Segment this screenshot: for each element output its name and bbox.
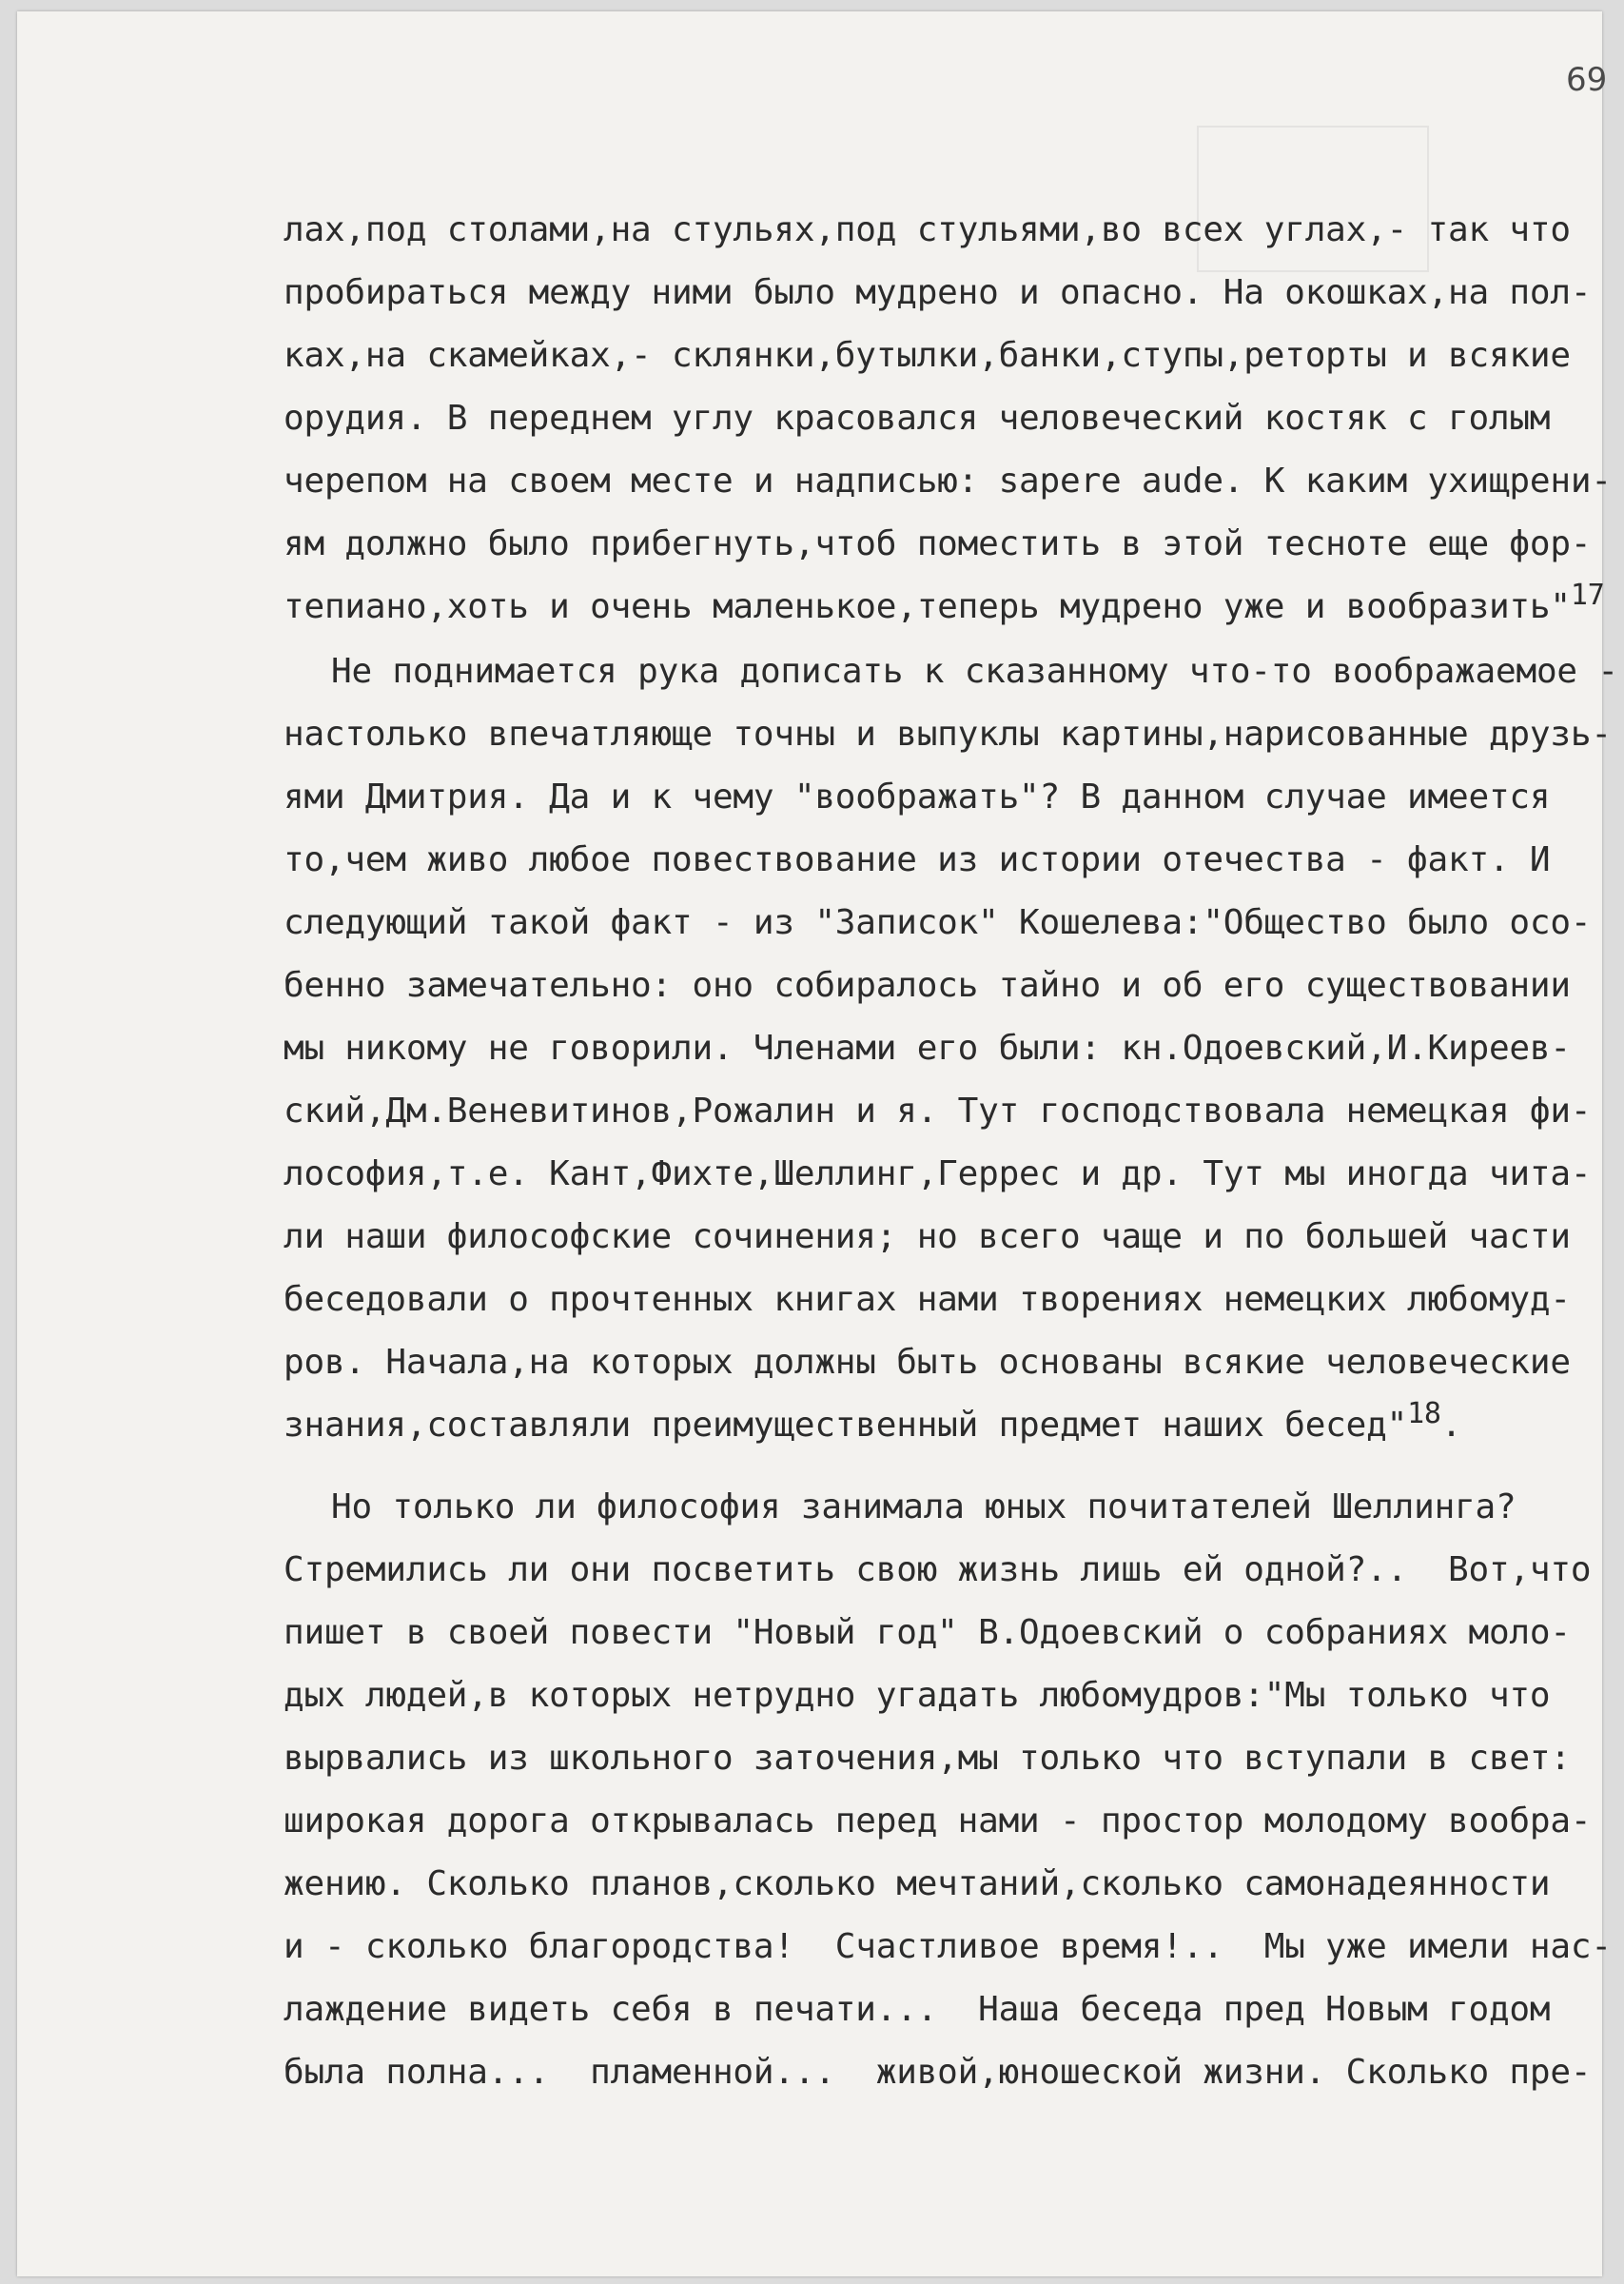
text-line: лософия,т.е. Кант,Фихте,Шеллинг,Геррес и др. Тут мы иногда чита-: [284, 1154, 1592, 1193]
text-line: бенно замечательно: оно собиралось тайно и об его существовании: [284, 966, 1571, 1005]
text-line: ли наши философские сочинения; но всего чаще и по большей части: [284, 1217, 1571, 1256]
footnote-ref-17: 17: [1570, 579, 1605, 612]
text-line: Стремились ли они посветить свою жизнь лишь ей одной?.. Вот,что: [284, 1550, 1592, 1589]
text-line-with-footnote: [284, 579, 1605, 630]
text-line: следующий такой факт - из "Записок" Кошелева:"Общество было осо-: [284, 903, 1592, 942]
text-line: настолько впечатляюще точны и выпуклы картины,нарисованные друзь-: [284, 715, 1612, 754]
footnote-ref-18: 18: [1407, 1397, 1441, 1430]
text-line: орудия. В переднем углу красовался человеческий костяк с голым: [284, 399, 1551, 438]
text-line: то,чем живо любое повествование из истории отечества - факт. И: [284, 840, 1551, 879]
text-line: ках,на скамейках,- склянки,бутылки,банки,ступы,реторты и всякие: [284, 336, 1571, 375]
text-line: ям должно было прибегнуть,чтоб поместить в этой тесноте еще фор-: [284, 524, 1592, 563]
document-page: [17, 11, 1618, 2276]
paragraph-start-line: Но только ли философия занимала юных почитателей Шеллинга?: [331, 1487, 1516, 1526]
text-line: тепиано,хоть и очень маленькое,теперь мудрено уже и вообразить": [284, 587, 1571, 626]
text-line: ями Дмитрия. Да и к чему "воображать"? В данном случае имеется: [284, 778, 1551, 817]
text-line: была полна... пламенной... живой,юношеской жизни. Сколько пре-: [284, 2053, 1592, 2092]
text-line-with-footnote: знания,составляли преимущественный предмет наших бесед"$^{18}$.: [284, 1397, 1462, 1445]
text-line: пробираться между ними было мудрено и опасно. На окошках,на пол-: [284, 273, 1592, 312]
text-line: пишет в своей повести "Новый год" В.Одоевский о собраниях моло-: [284, 1613, 1571, 1652]
text-line: жению. Сколько планов,сколько мечтаний,сколько самонадеянности: [284, 1864, 1551, 1903]
text-line: лаждение видеть себя в печати... Наша беседа пред Новым годом: [284, 1990, 1551, 2029]
text-line: беседовали о прочтенных книгах нами творениях немецких любомуд-: [284, 1280, 1571, 1319]
text-line: знания,составляли преимущественный предмет наших бесед": [284, 1406, 1408, 1445]
text-line: черепом на своем месте и надписью: sapere aude. К каким ухищрени-: [284, 462, 1612, 501]
text-line: мы никому не говорили. Членами его были: кн.Одоевский,И.Киреев-: [284, 1029, 1571, 1068]
text-line: дых людей,в которых нетрудно угадать любомудров:"Мы только что: [284, 1676, 1551, 1715]
text-line: широкая дорога открывалась перед нами - простор молодому вообра-: [284, 1802, 1592, 1841]
text-line: ский,Дм.Веневитинов,Рожалин и я. Тут господствовала немецкая фи-: [284, 1092, 1592, 1131]
text-line: лах,под столами,на стульях,под стульями,во всех углах,- так что: [284, 210, 1571, 249]
page-number: 69: [1566, 61, 1608, 99]
text-line: и - сколько благородства! Счастливое время!.. Мы уже имели нас-: [284, 1927, 1612, 1966]
text-line: ров. Начала,на которых должны быть основаны всякие человеческие: [284, 1343, 1571, 1382]
paragraph-start-line: Не поднимается рука дописать к сказанному что-то воображаемое -: [331, 652, 1618, 691]
text-line: вырвались из школьного заточения,мы только что вступали в свет:: [284, 1739, 1571, 1778]
